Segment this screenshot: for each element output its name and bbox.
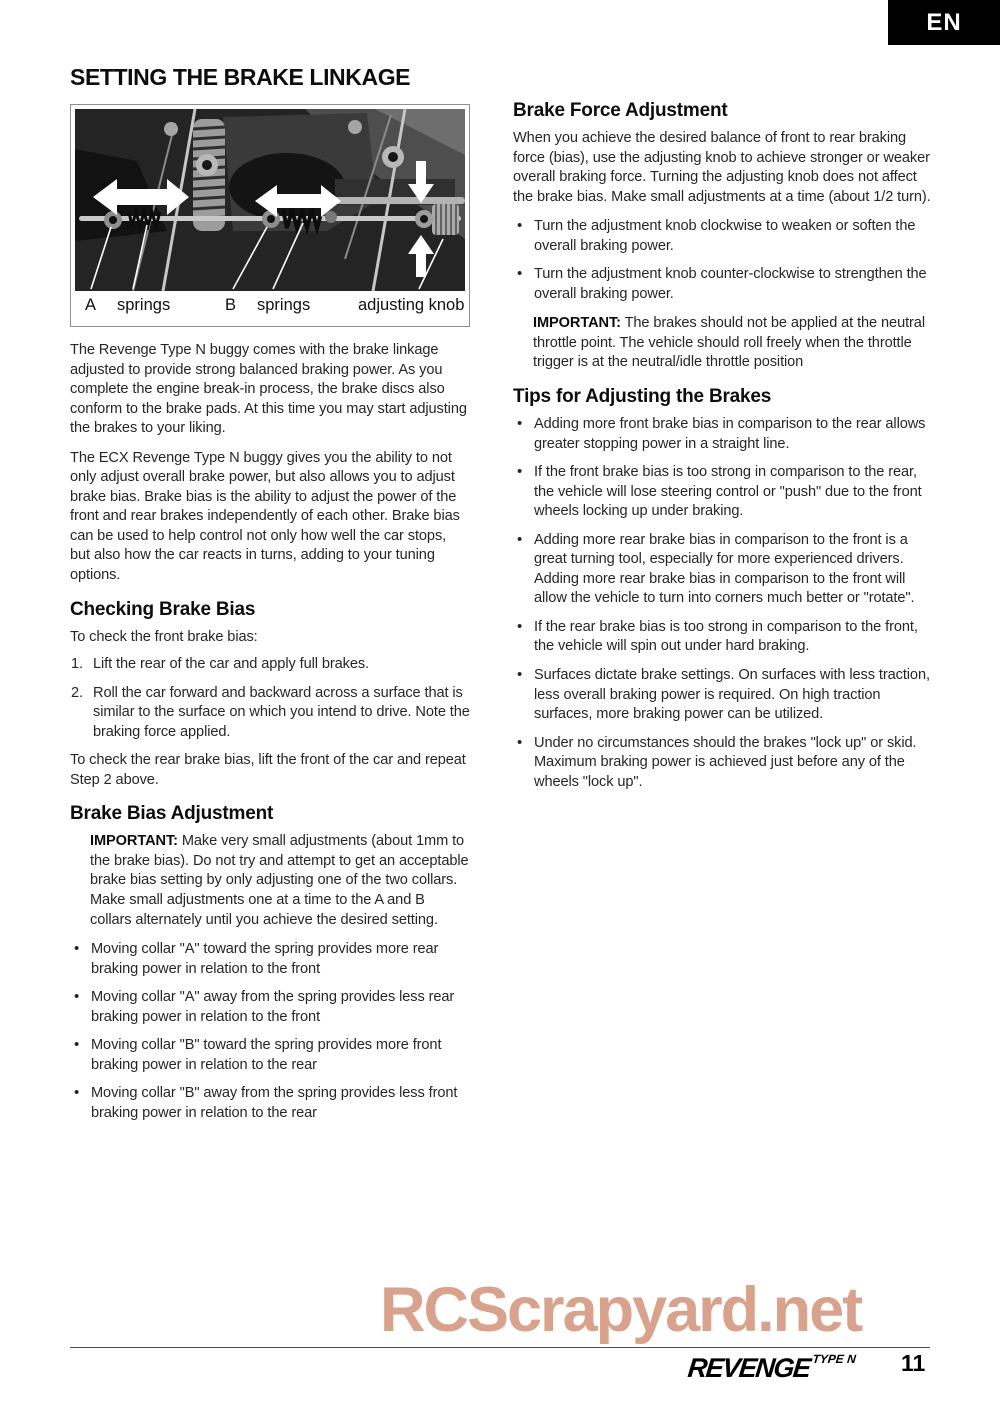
- force-bullet: • Turn the adjustment knob counter-clockwise to strengthen the overall braking power.: [513, 265, 935, 304]
- brand-suffix: TYPE N: [811, 1352, 857, 1366]
- important-label: IMPORTANT:: [90, 833, 178, 850]
- page-number: 11: [901, 1350, 926, 1376]
- tips-bullet: • Adding more rear brake bias in comparison to the front is a great turning tool, especially for more experienced drivers. Adding more rear brake bias in comparison to the front will allow the vehicle to turn into corners much better or "rotate".: [513, 531, 935, 609]
- bias-bullet: • Moving collar "A" toward the spring provides more rear braking power in relation to the front: [70, 940, 470, 979]
- watermark: RCScrapyard.net: [380, 1275, 862, 1345]
- brake-linkage-figure: [70, 104, 470, 327]
- tips-bullet: • Under no circumstances should the brakes "lock up" or skid. Maximum braking power is achieved just before any of the wheels "lock up".: [513, 734, 935, 793]
- tips-bullet: • Adding more front brake bias in comparison to the rear allows greater stopping power in a straight line.: [513, 415, 935, 454]
- important-text: The brakes should not be applied at the neutral throttle point. The vehicle should roll freely when the throttle trigger is at the neutral/idle throttle position: [533, 315, 925, 371]
- bias-bullet: • Moving collar "B" away from the spring provides less front braking power in relation to the rear: [70, 1084, 470, 1123]
- caption-knob-label: adjusting knob: [358, 296, 465, 314]
- tips-bullet-list: [513, 415, 935, 792]
- caption-b-letter: B: [225, 296, 237, 314]
- intro-paragraph-2: The ECX Revenge Type N buggy gives you the ability to not only adjust overall brake power, but also allows you to adjust brake bias. Brake bias is the ability to adjust the power of the front and rear brakes independently of each other. Brake bias can be used to help control not only how well the car stops, but also how the car reacts in turns, adding to your tuning options.: [70, 449, 460, 584]
- checking-steps-list: [70, 655, 470, 742]
- page-title: SETTING THE BRAKE LINKAGE: [70, 64, 411, 90]
- tips-bullet: • Surfaces dictate brake settings. On surfaces with less traction, less overall braking power is required. On high traction surfaces, more braking power can be utilized.: [513, 666, 935, 725]
- right-column: [513, 100, 935, 802]
- brake-linkage-photo: [75, 109, 465, 291]
- tips-heading: Tips for Adjusting the Brakes: [513, 386, 772, 408]
- tips-bullet: • If the front brake bias is too strong in comparison to the rear, the vehicle will lose steering control or "push" due to the front wheels locking up under braking.: [513, 463, 935, 522]
- brake-bias-adjustment-heading: Brake Bias Adjustment: [70, 803, 274, 825]
- bias-bullet: • Moving collar "B" toward the spring provides more front braking power in relation to the rear: [70, 1036, 470, 1075]
- tips-bullet: • If the rear brake bias is too strong in comparison to the front, the vehicle will spin out under hard braking.: [513, 618, 935, 657]
- bias-important-note: [90, 832, 470, 930]
- caption-b-label: springs: [257, 296, 311, 314]
- bias-bullet: • Moving collar "A" away from the spring provides less rear braking power in relation to the front: [70, 988, 470, 1027]
- bias-adjustment-bullet-list: [70, 940, 470, 1123]
- figure-caption: [75, 291, 465, 322]
- force-adjustment-bullet-list: [513, 217, 935, 304]
- language-tab: [888, 0, 1000, 45]
- force-important-note: [533, 314, 935, 373]
- intro-paragraph-1: The Revenge Type N buggy comes with the brake linkage adjusted to provide strong balanced braking power. As you complete the engine break-in process, the brake discs also conform to the brake pads. At this time you may start adjusting the brakes to your liking.: [70, 342, 467, 437]
- checking-outro: To check the rear brake bias, lift the front of the car and repeat Step 2 above.: [70, 752, 466, 788]
- caption-a-letter: A: [85, 296, 97, 314]
- force-bullet: • Turn the adjustment knob clockwise to weaken or soften the overall braking power.: [513, 217, 935, 256]
- checking-brake-bias-heading: Checking Brake Bias: [70, 598, 256, 620]
- caption-a-label: springs: [117, 296, 171, 314]
- checking-step: Lift the rear of the car and apply full brakes.: [93, 656, 369, 673]
- important-label: IMPORTANT:: [533, 315, 621, 332]
- brand-logo: [686, 1352, 856, 1384]
- checking-lead: To check the front brake bias:: [70, 628, 258, 645]
- important-text: Make very small adjustments (about 1mm to the brake bias). Do not try and attempt to get an acceptable brake bias setting by only adjusting one of the two collars. Make small adjustments one at a time to the A and B collars alternately until you achieve the desired setting.: [90, 833, 469, 928]
- left-column: [70, 64, 470, 1134]
- force-adjustment-intro: When you achieve the desired balance of front to rear braking force (bias), use the adjusting knob to achieve stronger or weaker overall braking force. Turning the adjusting knob does not affect the brake bias. Make small adjustments at a time (about 1/2 turn).: [513, 130, 931, 205]
- language-tab-label: EN: [926, 8, 962, 36]
- checking-step: Roll the car forward and backward across a surface that is similar to the surface on which you intend to drive. Note the braking force applied.: [93, 684, 470, 740]
- brand-name: REVENGE: [686, 1353, 812, 1383]
- footer-rule: [70, 1347, 930, 1348]
- brake-force-adjustment-heading: Brake Force Adjustment: [513, 100, 728, 121]
